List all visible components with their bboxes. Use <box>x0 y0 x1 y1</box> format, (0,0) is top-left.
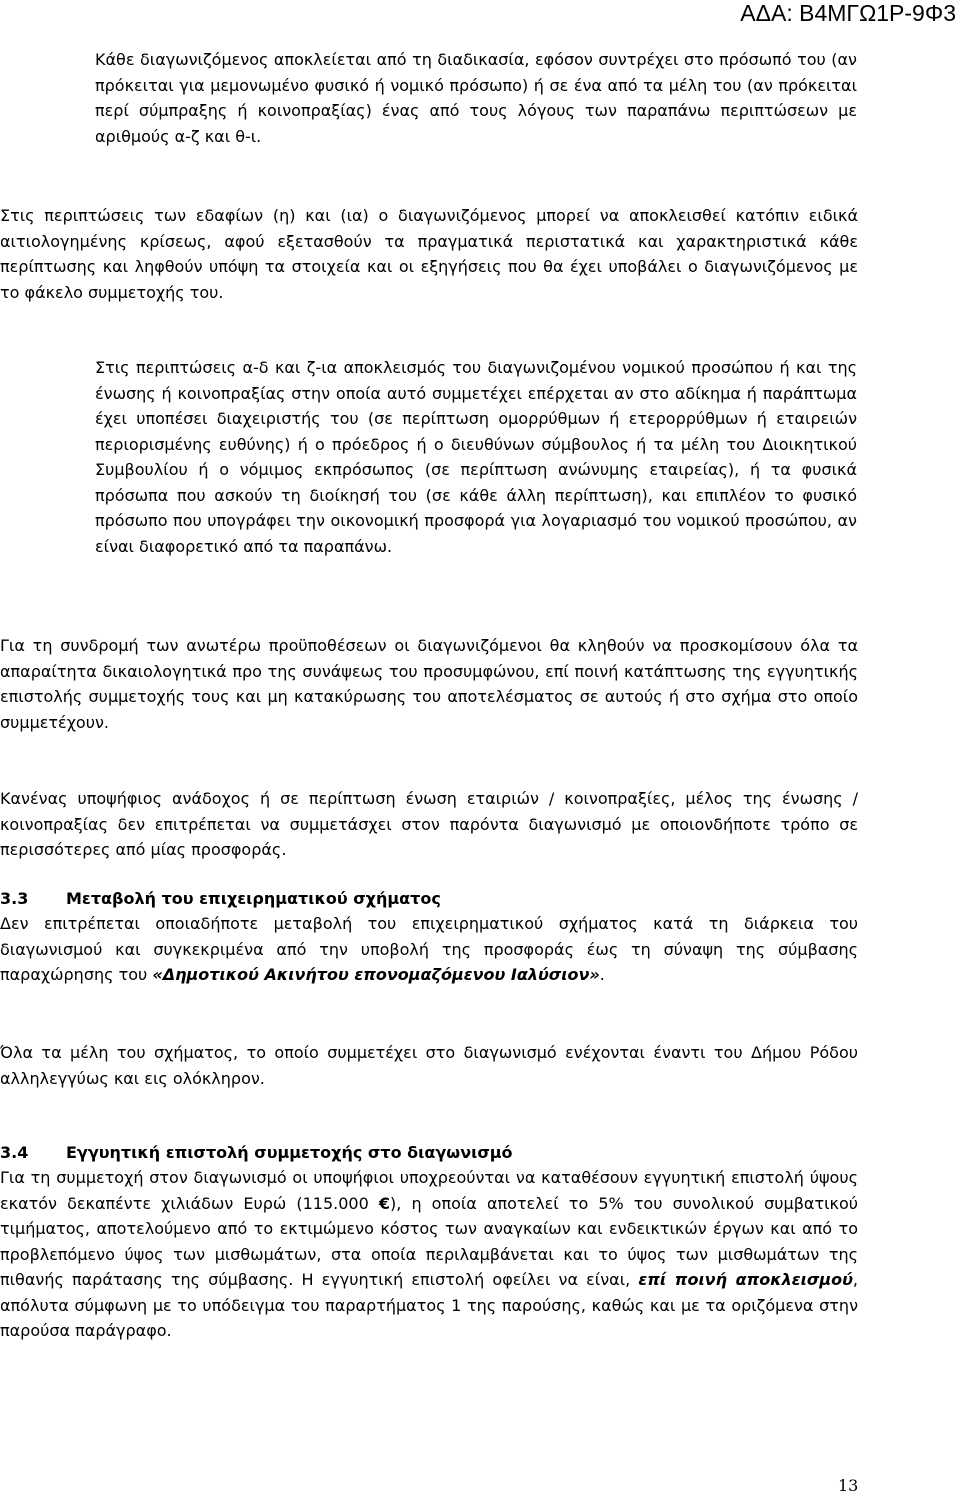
exclusion-penalty: επί ποινή αποκλεισμού <box>638 1270 853 1289</box>
guarantee-text-b: ), η οποία αποτελεί το 5% του συνολικού συμβατικού τιμήματος, αποτελούμενο από το εκτιμώμενο κόστος των αναγκαίων και ενδεικτικών έργων και από το προβλεπόμενο ύψος των μισθωμάτων, στα οποία περιλαμβάνεται και το ύψος των μισθωμάτων της πιθανής παράτασης της σύμβασης. Η εγγυητική επιστολή οφείλει να είναι, <box>0 1193 858 1289</box>
section-3-4-title: Εγγυητική επιστολή συμμετοχής στο διαγωνισμό <box>66 1143 513 1162</box>
section-3-4-number: 3.4 <box>0 1143 29 1162</box>
paragraph-legal-persons: Στις περιπτώσεις α-δ και ζ-ια αποκλεισμός του διαγωνιζομένου νομικού προσώπου ή και της ένωσης ή κοινοπραξίας στην οποία αυτό συμμετέχει επέρχεται αν στο αδίκημα ή παράπτωμα έχει υποπέσει διαχειριστής του (σε περίπτωση ομορρύθμων ή ετερορρύθμων ή εταιρειών περιορισμένης ευθύνης) ή ο πρόεδρος ή ο διευθύνων σύμβουλος ή τα μέλη του Διοικητικού Συμβουλίου ή ο νόμιμος εκπρόσωπος (σε περίπτωση ανώνυμης εταιρείας), ή τα φυσικά πρόσωπα που ασκούν τη διοίκησή του (σε κάθε άλλη περίπτωση), και επιπλέον το φυσικό πρόσωπο που υπογράφει την οικονομική προσφορά για λογαριασμό του νομικού προσώπου, αν είναι διαφορετικό από τα παραπάνω. <box>95 358 857 556</box>
paragraph-exclusion: Κάθε διαγωνιζόμενος αποκλείεται από τη διαδικασία, εφόσον συντρέχει στο πρόσωπό του (αν πρόκειται για μεμονωμένο φυσικό ή νομικό πρόσωπο) ή σε ένα από τα μέλη του (αν πρόκειται περί σύμπραξης ή κοινοπραξίας) ένας από τους λόγους των παραπάνω περιπτώσεων με αριθμούς α-ζ και θ-ι. <box>95 50 857 146</box>
page-number: 13 <box>838 1476 859 1495</box>
section-3-3-title: Μεταβολή του επιχειρηματικού σχήματος <box>66 889 441 908</box>
guarantee-text-a: Για τη συμμετοχή στον διαγωνισμό οι υποψήφιοι υποχρεούνται να καταθέσουν εγγυητική επιστολή ύψους εκατόν δεκαπέντε χιλιάδων Ευρώ (115.000 <box>0 1168 858 1213</box>
scheme-change-end: . <box>599 965 605 984</box>
paragraph-single-offer: Κανένας υποψήφιος ανάδοχος ή σε περίπτωση ένωση εταιριών / κοινοπραξίες, μέλος της ένωσης / κοινοπραξίας δεν επιτρέπεται να συμμετάσχει στον παρόντα διαγωνισμό με οποιονδήποτε τρόπο σε περισσότερες από μίας προσφοράς. <box>0 789 858 859</box>
property-name: «Δημοτικού Ακινήτου επονομαζόμενου Ιαλύσιον» <box>152 965 600 984</box>
euro-symbol: € <box>378 1193 391 1213</box>
section-3-4-heading <box>0 1140 513 1165</box>
paragraph-scheme-change <box>0 911 858 988</box>
guarantee-text-c: , απόλυτα σύμφωνη με το υπόδειγμα του παραρτήματος 1 της παρούσης, καθώς και με τα οριζόμενα στην παρούσα παράγραφο. <box>0 1270 859 1340</box>
paragraph-joint-liability: Όλα τα μέλη του σχήματος, το οποίο συμμετέχει στο διαγωνισμό ενέχονται έναντι του Δήμου Ρόδου αλληλεγγύως και εις ολόκληρον. <box>0 1043 858 1088</box>
paragraph-special-cases: Στις περιπτώσεις των εδαφίων (η) και (ια) ο διαγωνιζόμενος μπορεί να αποκλεισθεί κατόπιν ειδικά αιτιολογημένης κρίσεως, αφού εξετασθούν τα πραγματικά περιστατικά και χαρακτηριστικά κάθε περίπτωσης και ληφθούν υπόψη τα στοιχεία και οι εξηγήσεις που θα έχει υποβάλει ο διαγωνιζόμενος με το φάκελο συμμετοχής του. <box>0 206 858 302</box>
section-3-3-number: 3.3 <box>0 889 29 908</box>
ada-code: ΑΔΑ: Β4ΜΓΩ1Ρ-9Φ3 <box>740 0 956 26</box>
paragraph-guarantee <box>0 1165 858 1344</box>
paragraph-documents: Για τη συνδρομή των ανωτέρω προϋποθέσεων οι διαγωνιζόμενοι θα κληθούν να προσκομίσουν όλα τα απαραίτητα δικαιολογητικά προ της συνάψεως του προσυμφώνου, επί ποινή κατάπτωσης της εγγυητικής επιστολής συμμετοχής τους και μη κατακύρωσης του αποτελέσματος σε αυτούς ή στο σχήμα στο οποίο συμμετέχουν. <box>0 636 858 732</box>
scheme-change-text: Δεν επιτρέπεται οποιαδήποτε μεταβολή του επιχειρηματικού σχήματος κατά τη διάρκεια του διαγωνισμού και συγκεκριμένα από την υποβολή της προσφοράς έως τη σύναψη της σύμβασης παραχώρησης του <box>0 914 858 984</box>
section-3-3-heading <box>0 886 441 911</box>
